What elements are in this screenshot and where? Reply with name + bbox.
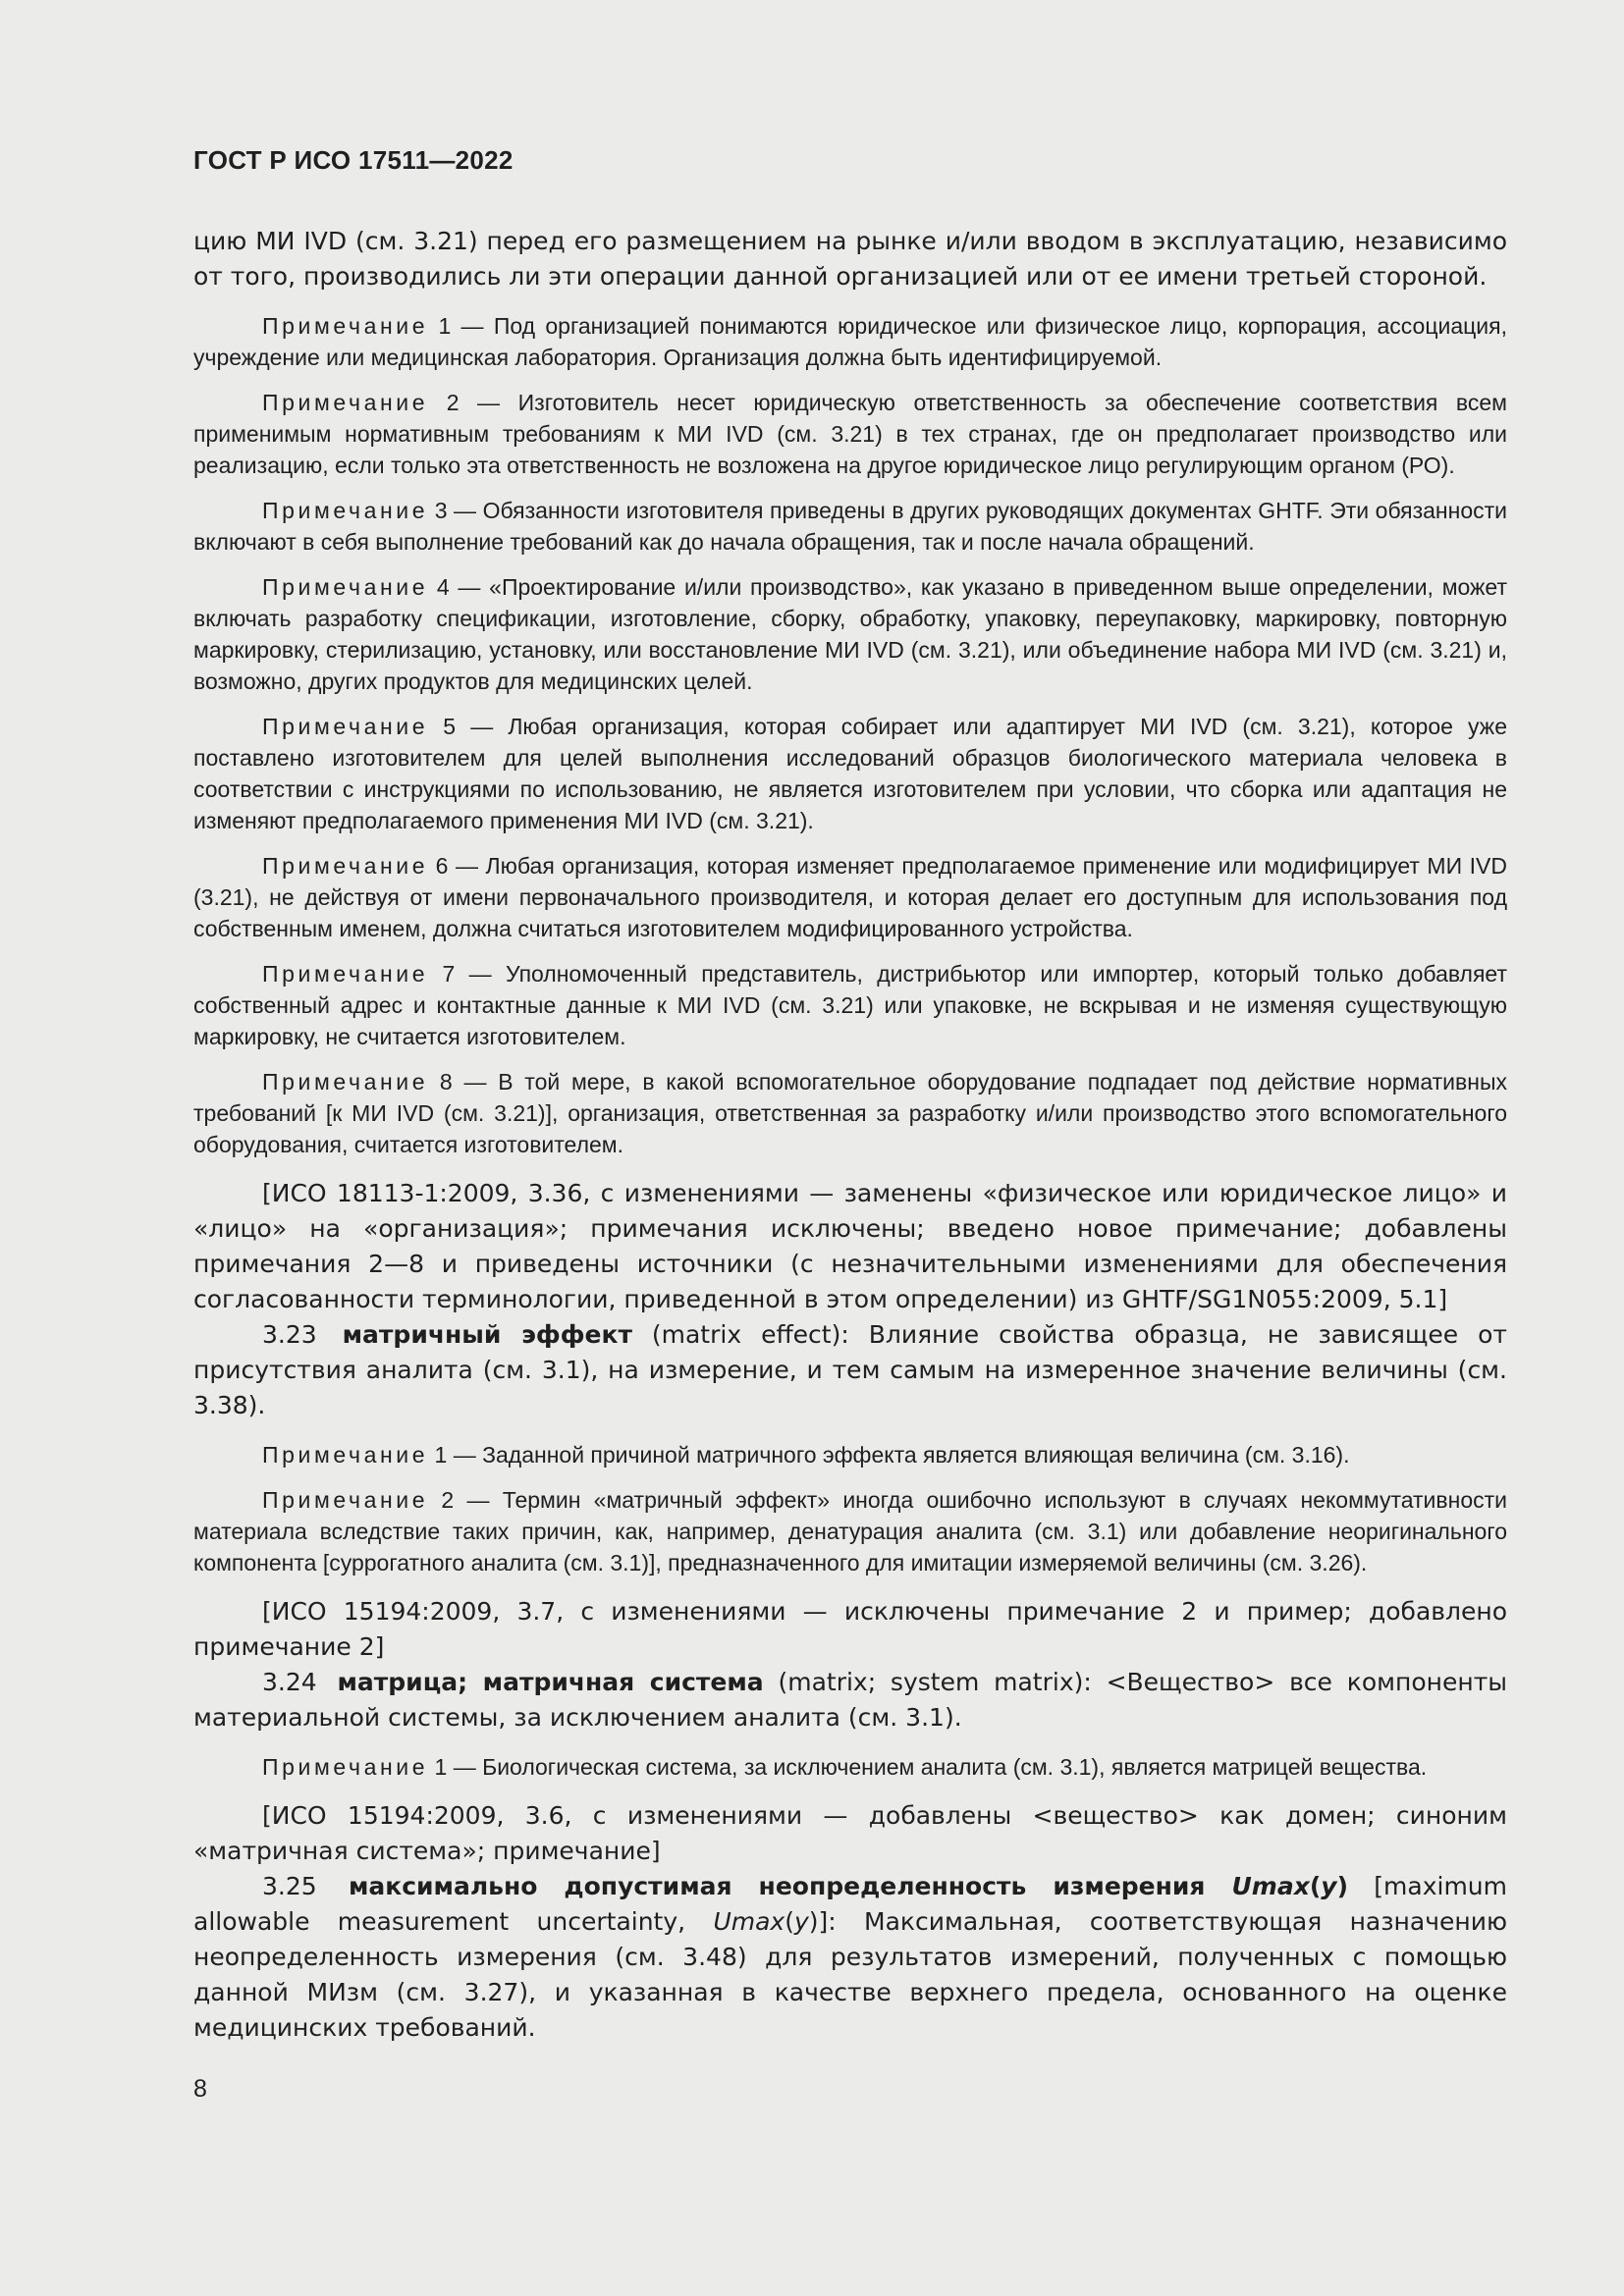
- note-323-2: [193, 1484, 1507, 1578]
- note-label: Примечание: [262, 574, 429, 600]
- note-text: 3 — Обязанности изготовителя приведены в других руководящих документах GHTF. Эти обязанности включают в себя выполнение требований как до начала обращения, так и после начала обращений.: [193, 498, 1507, 555]
- note-322-2: [193, 387, 1507, 481]
- note-323-1: [193, 1439, 1507, 1470]
- definition-symbol-umax: Umax: [713, 1907, 785, 1936]
- term-number: 3.24: [262, 1668, 317, 1696]
- term-number: 3.25: [262, 1872, 317, 1900]
- note-text: 6 — Любая организация, которая изменяет предполагаемое применение или модифицирует МИ IVD (3.21), не действуя от имени первоначального производителя, и которая делает его доступным для использования под собственным именем, должна считаться изготовителем модифицированного устройства.: [193, 853, 1507, 941]
- term-definition-part2: )]: Максимальная, соответствующая назначению неопределенность измерения (см. 3.48) для результатов измерений, полученных с помощью данной МИзм (см. 3.27), и указанная в качестве верхнего предела, основанного на оценке медицинских требований.: [193, 1907, 1508, 2042]
- symbol-umax: Umax: [1231, 1872, 1310, 1900]
- note-text: 4 — «Проектирование и/или производство», как указано в приведенном выше определении, может включать разработку спецификации, изготовление, сборку, обработку, упаковку, переупаковку, маркировку, повторную маркировку, стерилизацию, установку, или восстановление МИ IVD (см. 3.21), или объединение набора МИ IVD (см. 3.21) и, возможно, других продуктов для медицинских целей.: [193, 574, 1507, 694]
- note-text: 1 — Заданной причиной матричного эффекта является влияющая величина (см. 3.16).: [428, 1442, 1350, 1468]
- page-number: 8: [193, 2075, 207, 2103]
- note-text: 5 — Любая организация, которая собирает или адаптирует МИ IVD (см. 3.21), которое уже поставлено изготовителем для целей выполнения исследований образцов биологического материала человека в соответствии с инструкциями по использованию, не является изготовителем при условии, что сборка или адаптация не изменяют предполагаемого применения МИ IVD (см. 3.21).: [193, 714, 1507, 833]
- note-label: Примечание: [262, 714, 429, 739]
- note-text: 7 — Уполномоченный представитель, дистрибьютор или импортер, который только добавляет собственный адрес и контактные данные к МИ IVD (см. 3.21) или упаковке, не вскрывая и не изменяя существующую маркировку, не считается изготовителем.: [193, 961, 1507, 1049]
- note-label: Примечание: [262, 961, 429, 987]
- note-322-7: [193, 958, 1507, 1052]
- definition-paren-open: (: [785, 1907, 794, 1936]
- note-text: 2 — Изготовитель несет юридическую ответственность за обеспечение соответствия всем применимым нормативным требованиям к МИ IVD (см. 3.21) в тех странах, где он предполагает производство или реализацию, если только эта ответственность не возложена на другое юридическое лицо регулирующим органом (РО).: [193, 390, 1507, 478]
- definition-symbol-y: y: [793, 1907, 809, 1936]
- document-header-title: ГОСТ Р ИСО 17511—2022: [193, 145, 514, 175]
- symbol-paren-close: ): [1336, 1872, 1349, 1900]
- term-number: 3.23: [262, 1320, 317, 1349]
- note-label: Примечание: [262, 313, 429, 339]
- note-text: 1 — Под организацией понимаются юридическое или физическое лицо, корпорация, ассоциация, учреждение или медицинская лаборатория. Организация должна быть идентифицируемой.: [193, 313, 1507, 370]
- term-name: матричный эффект: [342, 1320, 632, 1349]
- note-324-1: [193, 1751, 1507, 1783]
- term-entry-323: [193, 1317, 1507, 1423]
- source-reference-322: [ИСО 18113-1:2009, 3.36, с изменениями — заменены «физическое или юридическое лицо» и «лицо» на «организация»; примечания исключены; введено новое примечание; добавлены примечания 2—8 и приведены источники (с незначительными изменениями для обеспечения согласованности терминологии, приведенной в этом определении) из GHTF/SG1N055:2009, 5.1]: [193, 1179, 1507, 1313]
- note-322-5: [193, 711, 1507, 836]
- term-definition: (matrix; system matrix): <Вещество> все компоненты материальной системы, за исключением аналита (см. 3.1).: [193, 1668, 1507, 1732]
- note-label: Примечание: [262, 1754, 429, 1780]
- note-322-6: [193, 850, 1507, 944]
- source-reference-323: [ИСО 15194:2009, 3.7, с изменениями — исключены примечание 2 и пример; добавлено примечание 2]: [193, 1597, 1507, 1661]
- note-322-4: [193, 571, 1507, 697]
- term-definition: (matrix effect): Влияние свойства образца, не зависящее от присутствия аналита (см. 3.1), на измерение, и тем самым на измеренное значение величины (см. 3.38).: [193, 1320, 1507, 1419]
- note-text: 8 — В той мере, в какой вспомогательное оборудование подпадает под действие нормативных требований [к МИ IVD (см. 3.21)], организация, ответственная за разработку и/или производство этого вспомогательного оборудования, считается изготовителем.: [193, 1069, 1507, 1157]
- note-label: Примечание: [262, 853, 429, 879]
- term-definition-part1: [maximum allowable measurement uncertainty,: [193, 1872, 1508, 1936]
- note-322-1: [193, 310, 1507, 373]
- term-name: [349, 1872, 1348, 1900]
- term-name-text: максимально допустимая неопределенность измерения: [348, 1872, 1232, 1900]
- intro-paragraph: цию МИ IVD (см. 3.21) перед его размещением на рынке и/или вводом в эксплуатацию, независимо от того, производились ли эти операции данной организацией или от ее имени третьей стороной.: [193, 227, 1507, 291]
- note-label: Примечание: [262, 498, 429, 523]
- symbol-y: y: [1321, 1872, 1337, 1900]
- source-reference-324: [ИСО 15194:2009, 3.6, с изменениями — добавлены <вещество> как домен; синоним «матричная система»; примечание]: [193, 1801, 1507, 1865]
- term-name: матрица; матричная система: [337, 1668, 764, 1696]
- term-entry-324: [193, 1665, 1507, 1735]
- note-label: Примечание: [262, 1069, 429, 1095]
- note-label: Примечание: [262, 390, 429, 415]
- note-label: Примечание: [262, 1487, 429, 1513]
- note-322-3: [193, 495, 1507, 558]
- term-entry-325: [193, 1869, 1507, 2046]
- note-text: 1 — Биологическая система, за исключением аналита (см. 3.1), является матрицей вещества.: [428, 1754, 1428, 1780]
- symbol-paren-open: (: [1309, 1872, 1322, 1900]
- note-322-8: [193, 1066, 1507, 1160]
- note-text: 2 — Термин «матричный эффект» иногда ошибочно используют в случаях некоммутативности материала вследствие таких причин, как, например, денатурация аналита (см. 3.1) или добавление неоригинального компонента [суррогатного аналита (см. 3.1)], предназначенного для имитации измеряемой величины (см. 3.26).: [193, 1487, 1507, 1575]
- document-body: [193, 224, 1507, 2046]
- note-label: Примечание: [262, 1442, 429, 1468]
